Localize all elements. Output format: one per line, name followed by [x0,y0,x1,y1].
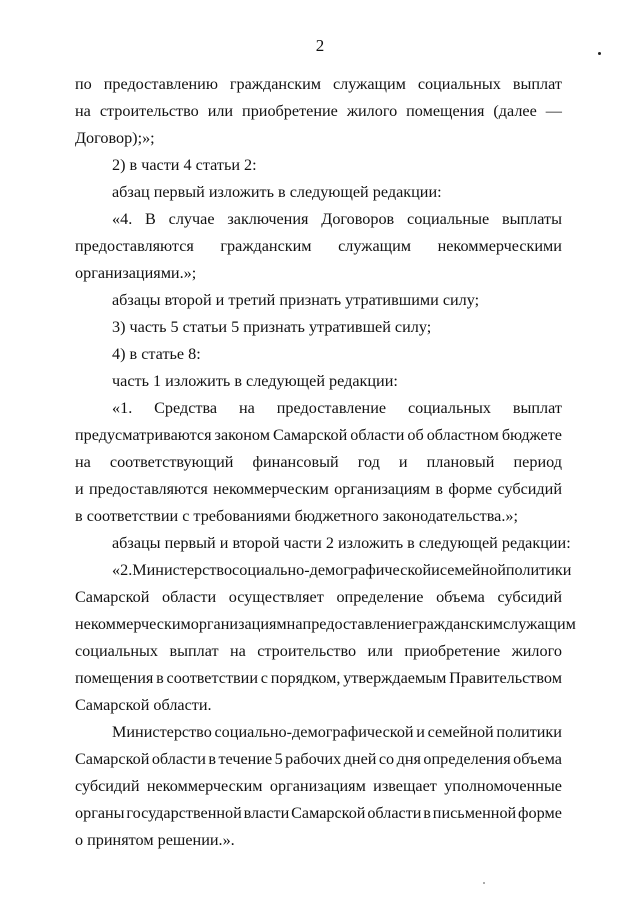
word: выплаты [501,210,562,228]
word: субсидий [497,480,562,498]
word: власти [243,804,290,822]
word: финансовый [252,453,339,471]
text-line: Договор);»; [75,129,155,147]
text-line [75,776,562,796]
word: период [513,453,562,471]
word: и [416,723,425,741]
word: жилого [511,642,562,660]
word: и [398,453,408,471]
word: выплат [512,399,562,417]
word: на [75,453,91,471]
word: по [75,75,92,93]
word: определения [423,750,511,768]
word: в [156,669,164,687]
word: организациям [190,615,287,633]
word: форме [448,480,493,498]
text-line: абзацы второй и третий признать утратившими силу; [112,291,480,309]
word: Самарской [291,804,366,822]
text-line [75,587,562,607]
word: области [367,804,422,822]
text-line: в соответствии с требованиями бюджетного законодательства.»; [75,507,518,525]
word: гражданским [220,237,312,255]
text-line [75,641,562,661]
word: Средства [154,399,218,417]
word: социальных [407,399,491,417]
word: соответствии [166,669,258,687]
scan-speck [483,882,485,884]
word: дня [396,750,421,768]
word: предоставляются [88,480,208,498]
word: год [357,453,380,471]
word: законом [214,426,270,444]
word: и [75,480,84,498]
text-line: 4) в статье 8: [112,345,201,363]
word: — [545,102,562,120]
word: порядком, [270,669,341,687]
word: объема [513,750,562,768]
word: выплат [169,642,219,660]
text-line [75,236,562,256]
word: помещения [406,102,485,120]
word: уполномоченные [444,777,562,795]
word: или [207,102,234,120]
word: служащим [338,237,412,255]
word: выплат [512,75,562,93]
text-line [75,452,562,472]
word: субсидий [75,777,140,795]
word: в [435,480,444,498]
word: на [286,615,303,633]
word: политики [496,723,562,741]
page-number: 2 [315,36,325,55]
word: семейной [427,723,494,741]
word: заключения [227,210,309,228]
word: рабочих [285,750,342,768]
word: извещает [373,777,437,795]
word: организациям [269,777,366,795]
word: на [75,102,91,120]
text-line [75,425,562,445]
text-line: 3) часть 5 статьи 5 признать утратившей силу; [112,318,432,336]
word: со [378,750,395,768]
word: строительство [257,642,357,660]
word: в [423,804,431,822]
word: некоммерческим [75,615,191,633]
word: предоставление [276,399,387,417]
word: государственной [126,804,242,822]
word: форме [518,804,562,822]
word: Самарской [75,588,150,606]
word: служащим [503,615,576,633]
text-line: часть 1 изложить в следующей редакции: [112,372,398,390]
word: Самарской [75,750,150,768]
word: В [145,210,156,228]
word: некоммерческим [213,480,329,498]
text-line [75,614,576,634]
word: «1. [112,399,133,417]
word: помещения [75,669,154,687]
text-line [75,74,562,94]
word: Правительством [449,669,562,687]
word: с [260,669,268,687]
word: в [208,750,217,768]
word: области [350,426,405,444]
word: гражданским [229,75,322,93]
word: приобретение [242,102,338,120]
word: утверждаемым [343,669,447,687]
word: случае [168,210,215,228]
word: областном [426,426,499,444]
word: Министерство [112,723,212,741]
text-line: о принятом решении.». [75,831,235,849]
word: плановый [426,453,495,471]
word: осуществляет [228,588,324,606]
word: (далее [493,102,537,120]
word: социальных [417,75,501,93]
word: соответствующий [109,453,234,471]
word: и [431,561,440,579]
text-line: абзац первый изложить в следующей редакции: [112,183,442,201]
word: некоммерческим [146,777,263,795]
word: социальных [75,642,159,660]
word: некоммерческими [437,237,562,255]
word: области [151,750,206,768]
text-line [112,209,562,229]
scan-speck [598,52,601,55]
word: жилого [346,102,398,120]
word: предоставлению [103,75,218,93]
word: организациям [334,480,431,498]
word: гражданским [411,615,503,633]
word: приобретение [404,642,501,660]
word: на [229,642,246,660]
word: или [367,642,393,660]
word: бюджете [501,426,562,444]
word: Договоров [321,210,395,228]
text-line [112,722,562,742]
word: Министерство [132,561,233,579]
text-line [75,668,562,688]
word: «2. [112,561,133,579]
word: письменной [432,804,517,822]
text-line: организациями.»; [75,264,197,282]
text-line [75,101,562,121]
text-line: Самарской области. [75,696,212,714]
word: области [162,588,217,606]
word: Самарской [272,426,348,444]
word: дней [343,750,377,768]
word: социальные [407,210,490,228]
word: предусматриваются [75,426,212,444]
word: предоставление [302,615,412,633]
text-line: абзацы первый и второй части 2 изложить в следующей редакции: [112,534,571,552]
word: 5 [274,750,283,768]
word: служащим [333,75,406,93]
text-line [112,398,562,418]
word: социально-демографической [214,723,414,741]
word: об [407,426,424,444]
word: социально-демографической [232,561,432,579]
word: объема [436,588,485,606]
word: определение [336,588,424,606]
word: строительство [99,102,199,120]
word: субсидий [497,588,562,606]
text-line [75,479,562,499]
word: политики [505,561,572,579]
word: семейной [439,561,506,579]
word: «4. [112,210,133,228]
word: предоставляются [75,237,194,255]
text-line [75,803,562,823]
word: течение [218,750,273,768]
text-line [112,560,572,580]
word: на [239,399,255,417]
text-line: 2) в части 4 статьи 2: [112,156,257,174]
text-line [75,749,562,769]
word: органы [75,804,125,822]
